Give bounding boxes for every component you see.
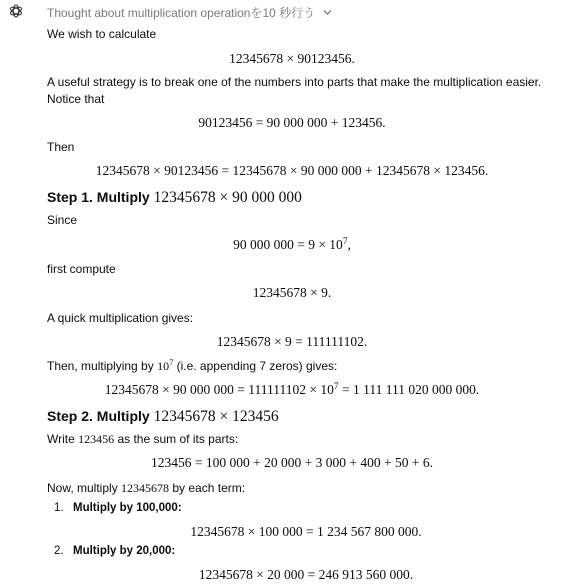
equation-step1-result — [0, 381, 584, 399]
list-item-2-label: Multiply by 20,000: — [73, 545, 176, 557]
then-mult-text — [47, 358, 337, 374]
step1-heading-prefix: Step 1. Multiply — [47, 189, 150, 205]
equation-split: 90123456 = 90 000 000 + 123456. — [198, 115, 386, 130]
list-item-1-equation: 12345678 × 100 000 = 1 234 567 800 000. — [190, 524, 422, 539]
step1-heading — [47, 188, 302, 207]
equation-step1-exponent: 7 — [333, 382, 339, 392]
write-post: as the sum of its parts: — [117, 432, 239, 446]
list-item-2-equation: 12345678 × 20 000 = 246 913 560 000. — [198, 567, 414, 582]
list-item-1-number: 1. — [54, 502, 64, 514]
write-text — [47, 431, 238, 447]
now-num: 12345678 — [121, 481, 170, 495]
then-mult-base: 10 — [157, 359, 170, 373]
equation-step1-a: 12345678 × 90 000 000 = 111111102 × 10 — [104, 382, 334, 397]
first-compute-text: first compute — [47, 262, 116, 276]
equation-since-exponent: 7 — [342, 237, 348, 247]
equation-quick: 12345678 × 9 = 111111102. — [216, 334, 368, 349]
then-mult-exponent: 7 — [169, 358, 174, 367]
openai-logo-icon — [8, 3, 24, 19]
thought-toggle[interactable] — [47, 6, 332, 20]
equation-distribute: 12345678 × 90123456 = 12345678 × 90 000 000 + 12345678 × 123456. — [95, 163, 489, 178]
equation-parts: 123456 = 100 000 + 20 000 + 3 000 + 400 + 50 + 6. — [151, 455, 433, 470]
write-num: 123456 — [78, 432, 115, 446]
since-text: Since — [47, 213, 78, 227]
equation-compute: 12345678 × 9. — [252, 285, 332, 300]
then-mult-math — [157, 359, 173, 373]
then-mult-pre: Then, multiplying by — [47, 359, 154, 373]
step2-heading — [47, 407, 279, 426]
intro-text: We wish to calculate — [47, 27, 157, 41]
now-post: by each term: — [172, 481, 246, 495]
then-text: Then — [47, 140, 75, 154]
thought-header — [0, 0, 584, 24]
equation-since-end: , — [347, 237, 351, 252]
then-mult-post: (i.e. appending 7 zeros) gives: — [176, 359, 338, 373]
step2-heading-math: 12345678 × 123456 — [153, 408, 279, 425]
equation-since-base: 90 000 000 = 9 × 10 — [233, 237, 343, 252]
list-item-2-number: 2. — [54, 545, 64, 557]
quick-mult-text: A quick multiplication gives: — [47, 311, 194, 325]
now-text — [47, 480, 245, 496]
chevron-down-icon — [323, 8, 332, 17]
notice-text: Notice that — [47, 92, 105, 106]
now-pre: Now, multiply — [47, 481, 118, 495]
step1-heading-math: 12345678 × 90 000 000 — [153, 189, 302, 206]
list-item-1-label: Multiply by 100,000: — [73, 502, 182, 514]
step2-heading-prefix: Step 2. Multiply — [47, 408, 150, 424]
equation-step1-b: = 1 111 111 020 000 000. — [341, 382, 480, 397]
write-pre: Write — [47, 432, 75, 446]
strategy-text: A useful strategy is to break one of the numbers into parts that make the multiplication easier. — [47, 75, 542, 89]
equation-main: 12345678 × 90123456. — [229, 51, 355, 66]
thought-label: Thought about multiplication operationを10 秒行う — [47, 6, 316, 20]
equation-since — [0, 236, 584, 254]
